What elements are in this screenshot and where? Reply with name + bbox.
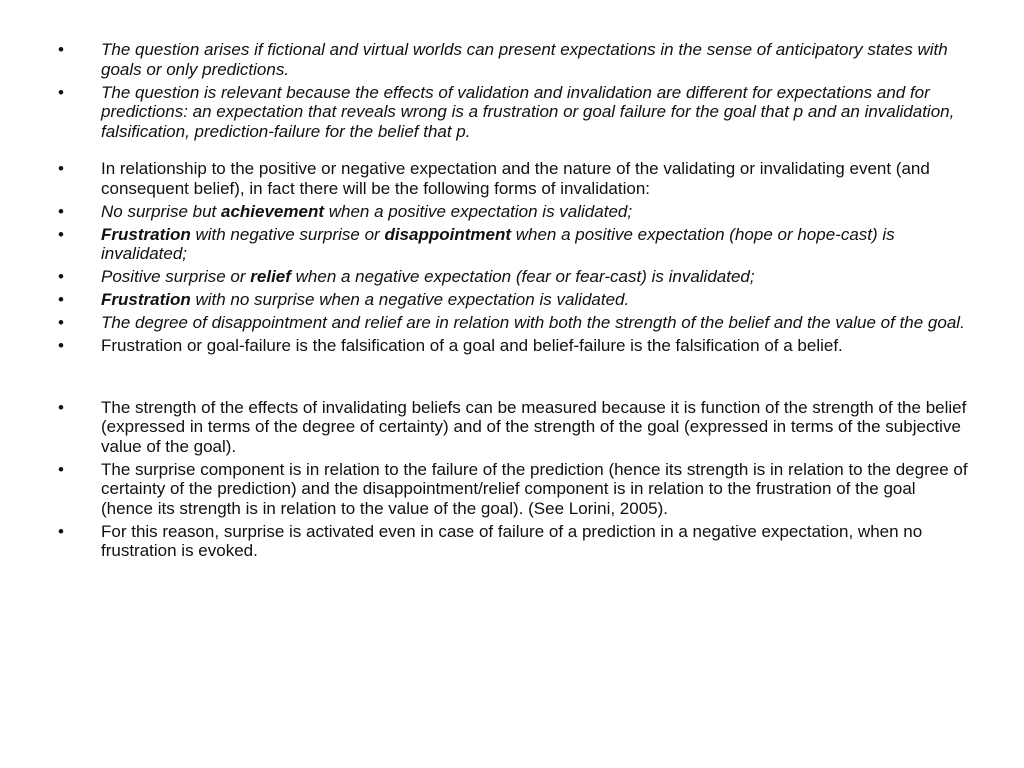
bullet-list xyxy=(58,40,968,564)
bullet-symbol: • xyxy=(58,40,64,59)
bullet-item-5 xyxy=(58,225,968,264)
emphasis-frustration: Frustration xyxy=(101,224,191,244)
bullet-symbol: • xyxy=(58,267,64,286)
bullet-text: In relationship to the positive or negative expectation and the nature of the validating or invalidating event (and consequent belief), in fact there will be the following forms of invalidation: xyxy=(101,159,930,198)
bullet-text: The surprise component is in relation to the failure of the prediction (hence its strength is in relation to the degree of certainty of the prediction) and the disappointment/relief component is in relation to the frustration of the goal (hence its strength is in relation to the value of the goal). (See Lorini, 2005). xyxy=(101,459,968,518)
bullet-symbol: • xyxy=(58,336,64,355)
emphasis-relief: relief xyxy=(250,267,291,286)
bullet-text: No surprise but achievement when a positive expectation is validated; xyxy=(101,201,633,221)
bullet-text: Positive surprise or relief when a negative expectation (fear or fear-cast) is invalidated; xyxy=(101,267,755,286)
bullet-text: Frustration or goal-failure is the falsification of a goal and belief-failure is the falsification of a belief. xyxy=(101,336,843,355)
bullet-item-2 xyxy=(58,83,968,142)
bullet-item-3 xyxy=(58,159,968,198)
bullet-text: The strength of the effects of invalidating beliefs can be measured because it is function of the strength of the belief (expressed in terms of the degree of certainty) and of the strength of the goal (expressed in terms of the subjective value of the goal). xyxy=(101,397,967,456)
bullet-text: The question is relevant because the effects of validation and invalidation are different for expectations and for predictions: an expectation that reveals wrong is a frustration or goal failure for the goal that p and an invalidation, falsification, prediction-failure for the belief that p. xyxy=(101,82,955,141)
bullet-symbol: • xyxy=(58,521,64,541)
bullet-symbol: • xyxy=(58,224,64,244)
bullet-item-10 xyxy=(58,398,968,457)
bullet-item-1 xyxy=(58,40,968,79)
bullet-item-9 xyxy=(58,336,968,356)
bullet-text: Frustration with negative surprise or disappointment when a positive expectation (hope or hope-cast) is invalidated; xyxy=(101,224,895,263)
bullet-item-4 xyxy=(58,202,968,222)
bullet-symbol: • xyxy=(58,397,64,417)
bullet-symbol: • xyxy=(58,459,64,479)
bullet-symbol: • xyxy=(58,313,64,332)
bullet-item-6 xyxy=(58,267,968,287)
emphasis-frustration: Frustration xyxy=(101,290,191,309)
bullet-symbol: • xyxy=(58,159,64,178)
bullet-symbol: • xyxy=(58,290,64,309)
emphasis-disappointment: disappointment xyxy=(384,224,511,244)
bullet-item-11 xyxy=(58,460,968,519)
bullet-text: The degree of disappointment and relief are in relation with both the strength of the belief and the value of the goal. xyxy=(101,313,965,332)
bullet-text: For this reason, surprise is activated even in case of failure of a prediction in a negative expectation, when no frustration is evoked. xyxy=(101,521,923,560)
bullet-text: The question arises if fictional and virtual worlds can present expectations in the sense of anticipatory states with goals or only predictions. xyxy=(101,40,948,79)
bullet-symbol: • xyxy=(58,82,64,102)
bullet-item-7 xyxy=(58,290,968,310)
bullet-text: Frustration with no surprise when a negative expectation is validated. xyxy=(101,290,630,309)
bullet-item-12 xyxy=(58,522,968,561)
bullet-item-8 xyxy=(58,313,968,333)
bullet-symbol: • xyxy=(58,201,64,221)
emphasis-achievement: achievement xyxy=(221,201,324,221)
